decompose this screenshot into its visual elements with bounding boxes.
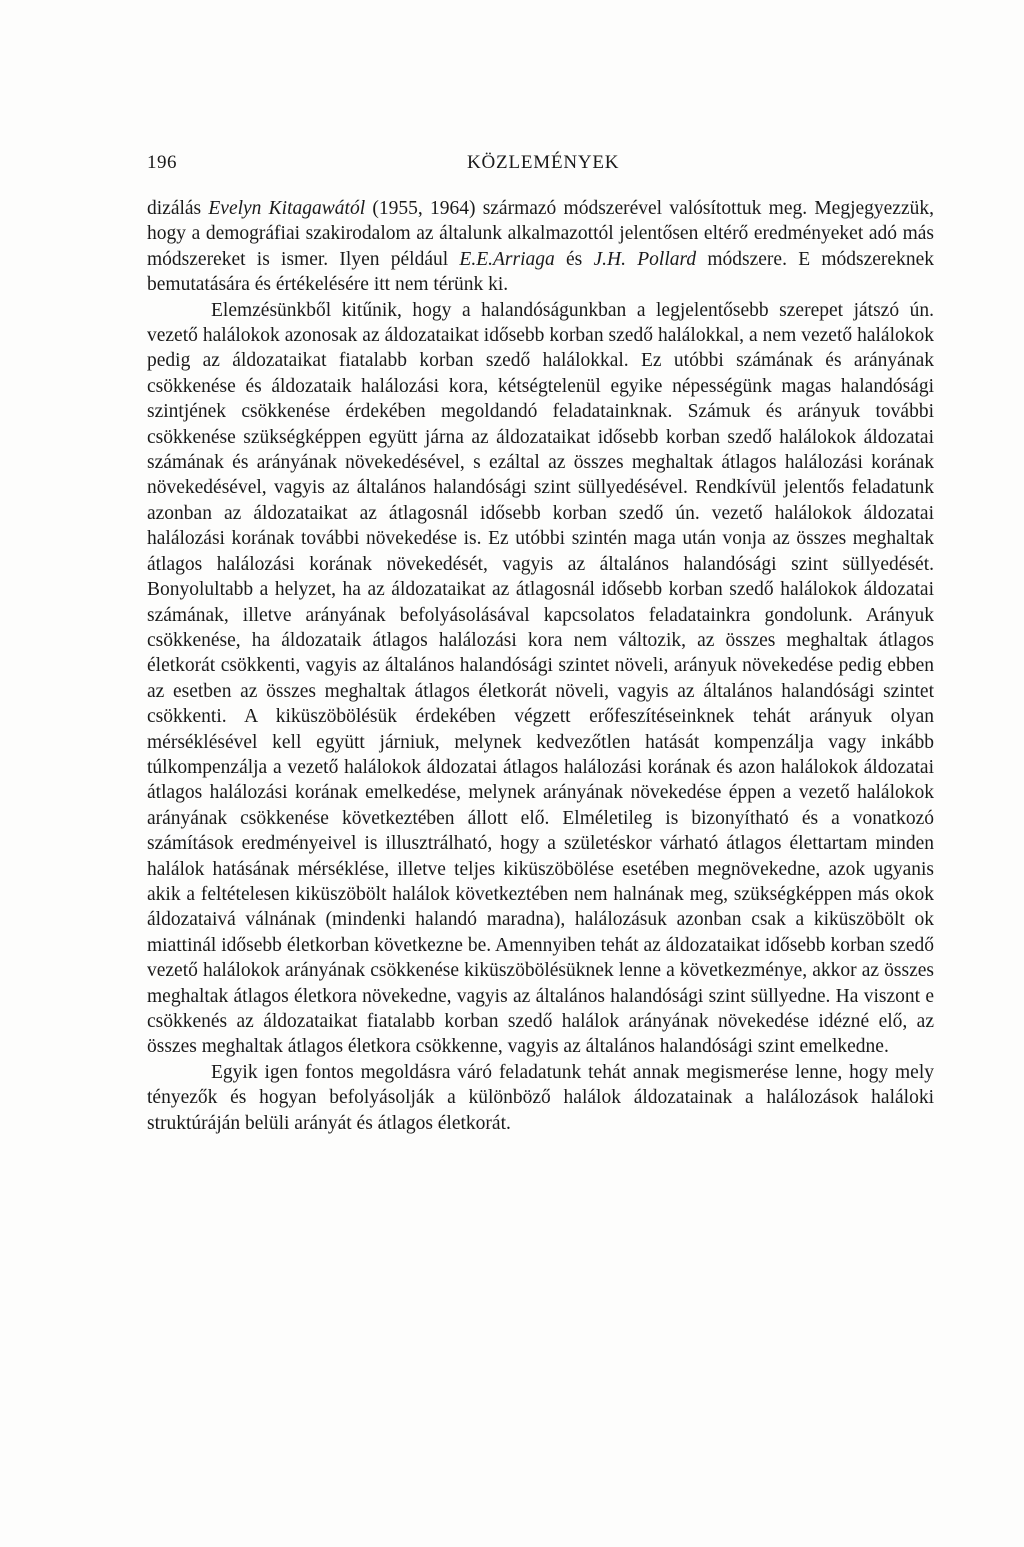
paragraph-2 [147,298,934,1060]
paragraph-3 [147,1060,934,1136]
author-name-pollard: J.H. Pollard [593,248,697,270]
text-run: Elemzésünkből kitűnik, hogy a halandóságunkban a legjelentősebb szerepet játszó ún. vezető halálokok azonosak az áldozataikat idősebb korban szedő halálokkal, a nem vezető halálokok pedig az áldozataikat fiatalabb korban szedő halálokkal. Ez utóbbi számának és arányának csökkenése és áldozataik halálozási kora, kétségtelenül egyike népességünk magas halandósági szintjének csökkenése érdekében megoldandó feladatainknak. Számuk és arányuk további csökkenése szükségképpen együtt járna az áldozataikat idősebb korban szedő halálokok áldozatai számának és arányának növekedésével, s ezáltal az összes meghaltak átlagos halálozási korának növekedésével, vagyis az általános halandósági szint süllyedésével. Rendkívül jelentős feladatunk azonban az áldozataikat az átlagosnál idősebb korban szedő ún. vezető halálokok áldozatai halálozási korának további növekedése is. Ez utóbbi szintén maga után vonja az összes meghaltak átlagos halálozási korának növekedését, vagyis az általános halandósági szint süllyedését. Bonyolultabb a helyzet, ha az áldozataikat az átlagosnál idősebb korban szedő halálokok áldozatai számának, illetve arányának befolyásolásával kapcsolatos feladatainkra gondolunk. Arányuk csökkenése, ha áldozataik átlagos halálozási kora nem változik, az összes meghaltak átlagos életkorát csökkenti, vagyis az általános halandósági szintet növeli, arányuk növekedése pedig ebben az esetben az összes meghaltak átlagos életkorát növeli, vagyis az általános halandósági szintet csökkenti. A kiküszöbölésük érdekében végzett erőfeszítéseinknek tehát arányuk olyan mérséklésével kell együtt járniuk, melynek kedvezőtlen hatását kompenzálja vagy inkább túlkompenzálja a vezető halálokok áldozatai átlagos halálozási korának és azon halálokok áldozatai átlagos halálozási korának emelkedése, melynek arányának növekedése éppen a vezető halálokok arányának csökkenése következtében állott elő. Elméletileg is bizonyítható és a vonatkozó számítások eredményeivel is illusztrálható, hogy a születéskor várható átlagos élettartam minden halálok hatásának mérséklése, illetve teljes kiküszöbölése esetében megnövekedne, azok ugyanis akik a feltételesen kiküszöbölt halálok következtében nem halnának meg, szükségképpen más okok áldozataivá válnának (mindenki halandó maradna), halálozásuk azonban csak a kiküszöbölt ok miattinál idősebb életkorban következne be. Amennyiben tehát az áldozataikat idősebb korban szedő vezető halálokok arányának csökkenése kiküszöbölésüknek lenne a következménye, akkor az összes meghaltak átlagos életkora növekedne, vagyis az általános halandósági szint süllyedne. Ha viszont e csökkenés az áldozataikat fiatalabb korban szedő halálok arányának növekedése idézné elő, az összes meghaltak átlagos életkora csökkenne, vagyis az általános halandósági szint emelkedne. [147,299,934,1058]
author-name-kitagawa: Evelyn Kitagawától [208,198,366,219]
text-run: Egyik igen fontos megoldásra váró feladatunk tehát annak megismerése lenne, hogy mely tényezők és hogyan befolyásolják a különböző halálok áldozatainak a halálozások haláloki struktúráján belüli arányát és átlagos életkorát. [147,1061,934,1134]
body-text [147,196,934,1136]
text-run: és [554,248,594,270]
page-number: 196 [147,152,177,173]
text-run: dizálás [147,198,209,219]
author-name-arriaga: E.E.Arriaga [459,248,555,270]
running-head [147,152,937,180]
section-title: KÖZLEMÉNYEK [467,152,620,173]
paragraph-1 [147,196,934,298]
text-run: módszere. E módszereknek bemutatására és értékelésére itt nem térünk ki. [147,248,934,296]
text-run: (1955, 1964) származó módszerével valósítottuk meg. Megjegyezzük, hogy a demográfiai szakirodalom az általunk alkalmazottól jelentősen eltérő eredményeket adó más módszereket is ismer. Ilyen például [147,198,934,270]
